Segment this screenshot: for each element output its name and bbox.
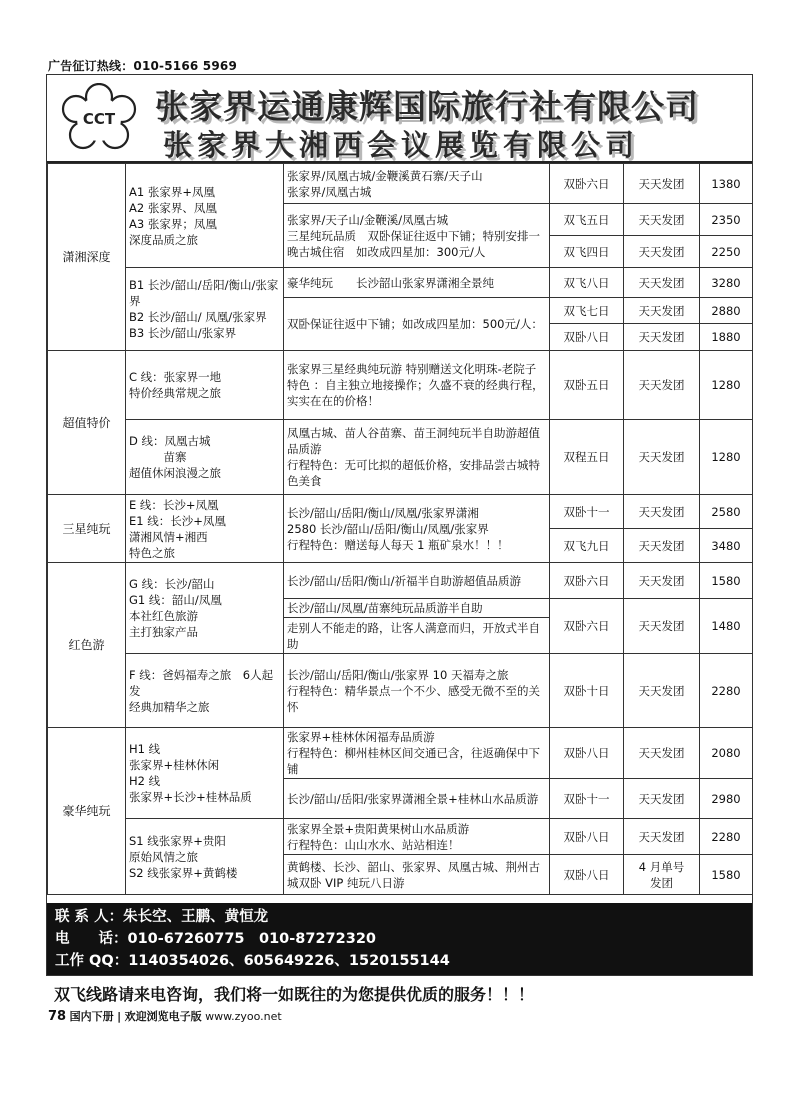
contact-phone-row: [55, 928, 744, 950]
route-cell: G 线：长沙/韶山 G1 线：韶山/凤凰 本社红色旅游 主打独家产品: [126, 563, 284, 654]
transport-cell: 双飞四日: [550, 236, 624, 268]
description-cell: 豪华纯玩 长沙韶山张家界潇湘全景纯: [284, 268, 550, 298]
departure-cell: 天天发团: [624, 563, 700, 599]
table-row: [48, 268, 753, 298]
route-cell: D 线：凤凰古城 苗寨 超值休闲浪漫之旅: [126, 420, 284, 495]
price-cell: 2280: [700, 654, 753, 728]
transport-cell: 双卧五日: [550, 351, 624, 420]
page-footer: [48, 1008, 282, 1024]
contact-phone-label: 电 话：: [55, 931, 128, 947]
category-cell: 豪华纯玩: [48, 728, 126, 895]
table-row: [48, 563, 753, 599]
price-cell: 2280: [700, 819, 753, 855]
departure-cell: 天天发团: [624, 599, 700, 654]
table-row: [48, 420, 753, 495]
transport-cell: 双卧八日: [550, 819, 624, 855]
table-row: [48, 164, 753, 204]
description-cell: 凤凰古城、苗人谷苗寨、苗王洞纯玩半自助游超值品质游 行程特色：无可比拟的超低价格，安排品尝古城特色美食: [284, 420, 550, 495]
footer-url-link[interactable]: www.zyoo.net: [205, 1010, 282, 1023]
contact-qq-label: 工作 QQ：: [55, 953, 129, 969]
transport-cell: 双飞五日: [550, 204, 624, 236]
price-cell: 2880: [700, 298, 753, 324]
route-cell: S1 线张家界+贵阳 原始风情之旅 S2 线张家界+黄鹤楼: [126, 819, 284, 895]
route-cell: F 线：爸妈福寿之旅 6人起发 经典加精华之旅: [126, 654, 284, 728]
contact-block: [47, 903, 752, 975]
departure-cell: 天天发团: [624, 351, 700, 420]
company-name-primary: 张家界运通康辉国际旅行社有限公司: [155, 87, 699, 126]
contact-qq: 1140354026、605649226、1520155144: [128, 953, 450, 969]
logo-text: CCT: [82, 110, 116, 128]
departure-cell: 天天发团: [624, 529, 700, 563]
description-cell: 张家界三星经典纯玩游 特别赠送文化明珠-老院子 特色 ：自主独立地接操作；久盛不衰的经典行程，实实在在的价格！: [284, 351, 550, 420]
price-cell: 1480: [700, 599, 753, 654]
transport-cell: 双卧八日: [550, 855, 624, 895]
transport-cell: 双程五日: [550, 420, 624, 495]
description-cell: 黄鹤楼、长沙、韶山、张家界、凤凰古城、荆州古城双卧 VIP 纯玩八日游: [284, 855, 550, 895]
tour-table: [47, 163, 753, 895]
contact-people-row: [55, 906, 744, 928]
transport-cell: 双卧十一: [550, 779, 624, 819]
route-cell: A1 张家界+凤凰 A2 张家界、凤凰 A3 张家界；凤凰 深度品质之旅: [126, 164, 284, 268]
departure-cell: 天天发团: [624, 779, 700, 819]
price-cell: 2080: [700, 728, 753, 779]
transport-cell: 双卧八日: [550, 728, 624, 779]
footer-separator: |: [117, 1010, 122, 1023]
contact-people-label: 联 系 人：: [55, 909, 124, 925]
transport-cell: 双卧六日: [550, 599, 624, 654]
description-cell: 长沙/韶山/岳阳/张家界潇湘全景+桂林山水品质游: [284, 779, 550, 819]
category-cell: 潇湘深度: [48, 164, 126, 351]
price-cell: 1580: [700, 563, 753, 599]
transport-cell: 双卧六日: [550, 164, 624, 204]
contact-phone: 010-67260775 010-87272320: [127, 931, 376, 947]
ad-hotline: 广告征订热线：010-5166 5969: [48, 59, 238, 73]
price-cell: 3280: [700, 268, 753, 298]
price-cell: 1280: [700, 420, 753, 495]
category-cell: 三星纯玩: [48, 495, 126, 563]
category-cell: 超值特价: [48, 351, 126, 495]
route-cell: H1 线 张家界+桂林休闲 H2 线 张家界+长沙+桂林品质: [126, 728, 284, 819]
description-cell: 长沙/韶山/岳阳/衡山/祈福半自助游超值品质游: [284, 563, 550, 599]
table-row: [48, 351, 753, 420]
description-cell: 长沙/韶山/岳阳/衡山/凤凰/张家界潇湘 2580 长沙/韶山/岳阳/衡山/凤凰/张家界 行程特色：赠送每人每天 1 瓶矿泉水！！！: [284, 495, 550, 563]
price-cell: 2350: [700, 204, 753, 236]
description-cell: 走别人不能走的路，让客人满意而归，开放式半自助: [284, 618, 550, 654]
description-cell: 张家界+桂林休闲福寿品质游 行程特色：柳州桂林区间交通已含，往返确保中下铺: [284, 728, 550, 779]
description-cell: 长沙/韶山/凤凰/苗寨纯玩品质游半自助: [284, 599, 550, 618]
description-cell: 长沙/韶山/岳阳/衡山/张家界 10 天福寿之旅 行程特色：精华景点一个不少、感受无微不至的关怀: [284, 654, 550, 728]
transport-cell: 双卧十日: [550, 654, 624, 728]
departure-cell: 天天发团: [624, 164, 700, 204]
departure-cell: 天天发团: [624, 495, 700, 529]
departure-cell: 天天发团: [624, 819, 700, 855]
price-cell: 2250: [700, 236, 753, 268]
description-cell: 张家界/天子山/金鞭溪/凤凰古城 三星纯玩品质 双卧保证往返中下铺；特别安排一晚古城住宿 如改成四星加：300元/人: [284, 204, 550, 268]
service-slogan: 双飞线路请来电咨询，我们将一如既往的为您提供优质的服务！！！: [54, 985, 535, 1004]
transport-cell: 双卧八日: [550, 324, 624, 351]
description-cell: 张家界全景+贵阳黄果树山水品质游 行程特色：山山水水、站站相连！: [284, 819, 550, 855]
transport-cell: 双飞八日: [550, 268, 624, 298]
departure-cell: 天天发团: [624, 654, 700, 728]
company-name-secondary: 张家界大湘西会议展览有限公司: [163, 128, 640, 162]
transport-cell: 双卧六日: [550, 563, 624, 599]
departure-cell: 天天发团: [624, 298, 700, 324]
footer-browse-text: 欢迎浏览电子版: [124, 1010, 202, 1023]
cct-flower-logo-icon: [51, 83, 147, 153]
table-row: [48, 819, 753, 855]
route-cell: B1 长沙/韶山/岳阳/衡山/张家界 B2 长沙/韶山/ 凤凰/张家界 B3 长沙/韶山/张家界: [126, 268, 284, 351]
price-cell: 1580: [700, 855, 753, 895]
departure-cell: 4 月单号 发团: [624, 855, 700, 895]
route-cell: C 线：张家界一地 特价经典常规之旅: [126, 351, 284, 420]
table-row: [48, 728, 753, 779]
price-cell: 3480: [700, 529, 753, 563]
ad-frame: [46, 74, 753, 976]
price-cell: 1380: [700, 164, 753, 204]
route-cell: E 线：长沙+凤凰 E1 线：长沙+凤凰 潇湘风情+湘西 特色之旅: [126, 495, 284, 563]
departure-cell: 天天发团: [624, 324, 700, 351]
contact-qq-row: [55, 950, 744, 972]
price-cell: 1280: [700, 351, 753, 420]
ad-header: [47, 75, 752, 163]
transport-cell: 双卧十一: [550, 495, 624, 529]
footer-section: 国内下册: [69, 1010, 114, 1023]
category-cell: 红色游: [48, 563, 126, 728]
description-cell: 双卧保证往返中下铺；如改成四星加：500元/人：: [284, 298, 550, 351]
price-cell: 2980: [700, 779, 753, 819]
departure-cell: 天天发团: [624, 728, 700, 779]
contact-people: 朱长空、王鹏、黄恒龙: [123, 909, 269, 925]
departure-cell: 天天发团: [624, 268, 700, 298]
table-row: [48, 495, 753, 529]
page-number: 78: [48, 1009, 67, 1024]
price-cell: 2580: [700, 495, 753, 529]
departure-cell: 天天发团: [624, 420, 700, 495]
description-cell: 张家界/凤凰古城/金鞭溪黄石寨/天子山 张家界/凤凰古城: [284, 164, 550, 204]
departure-cell: 天天发团: [624, 236, 700, 268]
table-row: [48, 654, 753, 728]
transport-cell: 双飞七日: [550, 298, 624, 324]
transport-cell: 双飞九日: [550, 529, 624, 563]
departure-cell: 天天发团: [624, 204, 700, 236]
price-cell: 1880: [700, 324, 753, 351]
